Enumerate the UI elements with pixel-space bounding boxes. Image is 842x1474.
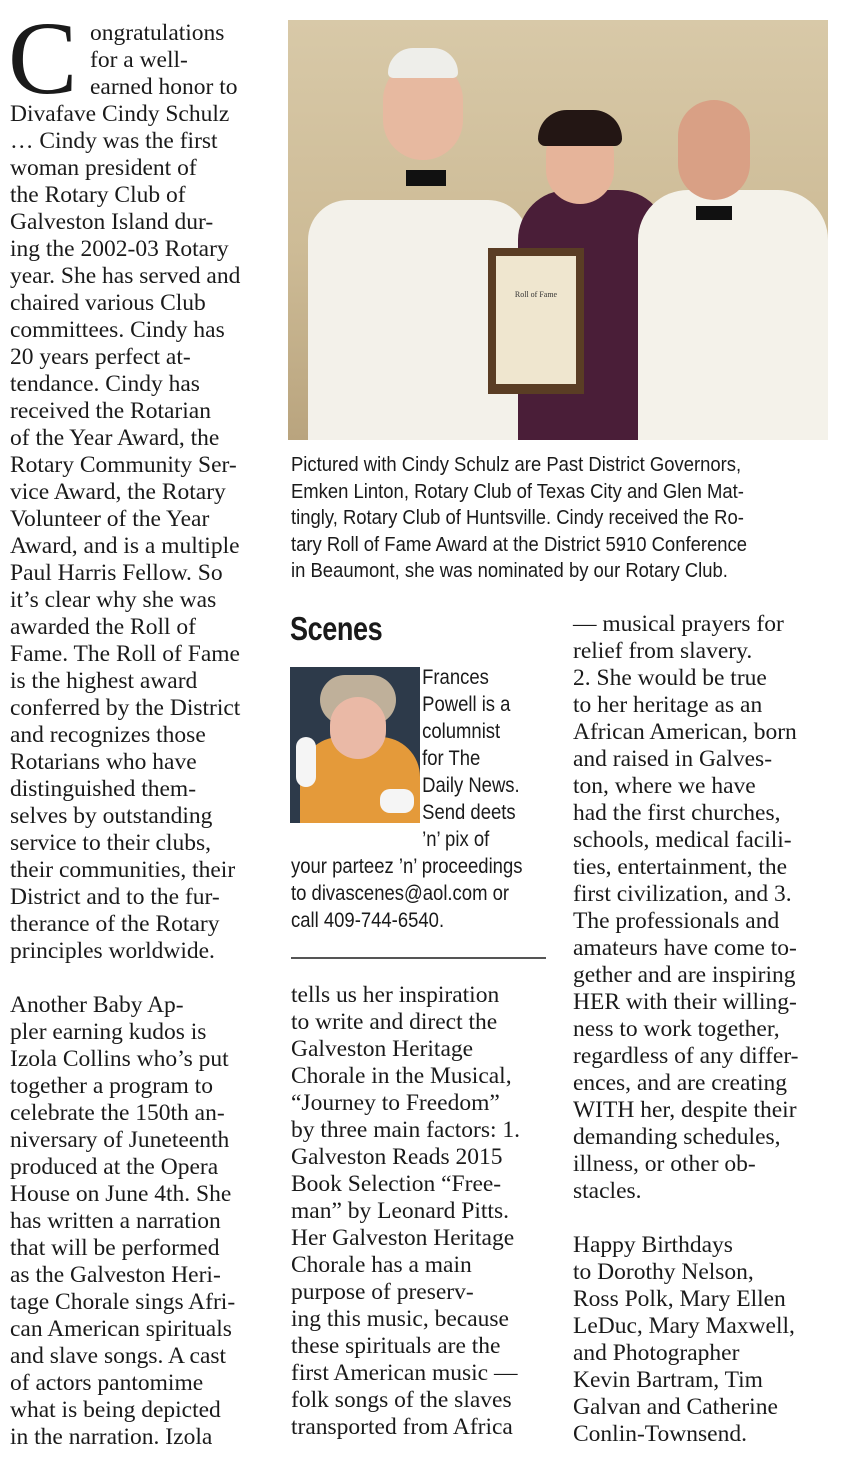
text-line: — musical prayers for [573, 611, 784, 637]
text-line: District and to the fur- [10, 884, 220, 910]
photo-hair-left [388, 48, 458, 78]
text-line: that will be performed [10, 1235, 220, 1261]
text-line: stacles. [573, 1178, 642, 1204]
text-line: in the narration. Izola [10, 1424, 213, 1450]
text-line: Galveston Heritage [291, 1036, 474, 1062]
text-line: … Cindy was the first [10, 128, 218, 154]
text-line: it’s clear why she was [10, 587, 217, 613]
text-line: chaired various Club [10, 290, 206, 316]
text-line: year. She has served and [10, 263, 241, 289]
text-line: relief from slavery. [573, 638, 753, 664]
text-line: by three main factors: 1. [291, 1117, 521, 1143]
bio-line: call 409-744-6540. [291, 909, 445, 932]
text-line: Book Selection “Free- [291, 1171, 502, 1197]
bio-line: Frances [422, 666, 489, 689]
text-line: Pictured with Cindy Schulz are Past District Governors, [291, 453, 742, 476]
text-line: African American, born [573, 719, 797, 745]
text-line: 20 years perfect at- [10, 344, 191, 370]
bio-line: for The [422, 747, 481, 770]
text-line: and slave songs. A cast [10, 1343, 227, 1369]
text-line: of the Year Award, the [10, 425, 220, 451]
bio-line: ’n’ pix of [422, 828, 490, 851]
text-line: Divafave Cindy Schulz [10, 101, 230, 127]
text-line: conferred by the District [10, 695, 241, 721]
text-line: Rotary Community Ser- [10, 452, 237, 478]
text-line: The professionals and [573, 908, 780, 934]
bio-line: to divascenes@aol.com or [291, 882, 510, 905]
award-photo [288, 20, 828, 440]
text-line: schools, medical facili- [573, 827, 792, 853]
text-line: their communities, their [10, 857, 236, 883]
text-line: tage Chorale sings Afri- [10, 1289, 236, 1315]
text-line: together a program to [10, 1073, 213, 1099]
text-line [573, 1205, 799, 1232]
text-line: ongratulations [90, 20, 225, 46]
photo-bowtie-left [406, 170, 446, 186]
text-line: regardless of any differ- [573, 1043, 799, 1069]
photo-caption [291, 452, 831, 585]
text-line: Fame. The Roll of Fame [10, 641, 240, 667]
text-line: LeDuc, Mary Maxwell, [573, 1313, 795, 1339]
text-line: Award, and is a multiple [10, 533, 240, 559]
text-line: man” by Leonard Pitts. [291, 1198, 509, 1224]
text-line: Rotarians who have [10, 749, 197, 775]
columnist-bio [291, 664, 554, 934]
text-line: Chorale has a main [291, 1252, 472, 1278]
text-line: committees. Cindy has [10, 317, 225, 343]
text-line: these spirituals are the [291, 1333, 501, 1359]
text-line: vice Award, the Rotary [10, 479, 226, 505]
text-line: awarded the Roll of [10, 614, 196, 640]
text-line: distinguished them- [10, 776, 197, 802]
text-line: illness, or other ob- [573, 1151, 756, 1177]
text-line: to her heritage as an [573, 692, 763, 718]
bio-line: your parteez ’n’ proceedings [291, 855, 523, 878]
text-line: transported from Africa [291, 1414, 513, 1440]
text-line: had the first churches, [573, 800, 781, 826]
photo-head-right [678, 100, 750, 200]
text-line: Happy Birthdays [573, 1232, 733, 1258]
text-line: has written a narration [10, 1208, 221, 1234]
text-line: and raised in Galves- [573, 746, 773, 772]
text-line: Emken Linton, Rotary Club of Texas City and Glen Mat- [291, 479, 744, 503]
text-line: and Photographer [573, 1340, 740, 1366]
text-line: niversary of Juneteenth [10, 1127, 230, 1153]
text-line: ness to work together, [573, 1016, 780, 1042]
text-line: ences, and are creating [573, 1070, 787, 1096]
text-line: pler earning kudos is [10, 1019, 207, 1045]
text-line: Her Galveston Heritage [291, 1225, 515, 1251]
text-line: principles worldwide. [10, 938, 215, 964]
text-line: service to their clubs, [10, 830, 211, 856]
text-line: Volunteer of the Year [10, 506, 210, 532]
text-line: tells us her inspiration [291, 982, 500, 1008]
text-line: gether and are inspiring [573, 962, 796, 988]
text-line: celebrate the 150th an- [10, 1100, 225, 1126]
text-line: and recognizes those [10, 722, 206, 748]
photo-bowtie-right [696, 206, 732, 220]
text-line: produced at the Opera [10, 1154, 219, 1180]
text-line: Another Baby Ap- [10, 992, 184, 1018]
photo-man-right [638, 190, 828, 440]
text-line: selves by outstanding [10, 803, 213, 829]
text-line: what is being depicted [10, 1397, 221, 1423]
drop-cap: C [8, 1, 78, 116]
text-line: to write and direct the [291, 1009, 498, 1035]
text-line: of actors pantomime [10, 1370, 204, 1396]
text-line: HER with their willing- [573, 989, 797, 1015]
text-line: Chorale in the Musical, [291, 1063, 512, 1089]
text-line: in Beaumont, she was nominated by our Rotary Club. [291, 559, 728, 582]
text-line: tingly, Rotary Club of Huntsville. Cindy received the Ro- [291, 506, 744, 529]
text-line: Galveston Island dur- [10, 209, 214, 235]
bio-line: columnist [422, 720, 501, 743]
text-line: tary Roll of Fame Award at the District 5910 Conference [291, 532, 748, 556]
bio-line: Powell is a [422, 693, 511, 716]
text-line: ing this music, because [291, 1306, 509, 1332]
text-line: “Journey to Freedom” [291, 1090, 500, 1116]
text-line: 2. She would be true [573, 665, 767, 691]
text-line: WITH her, despite their [573, 1097, 797, 1123]
text-line: ton, where we have [573, 773, 756, 799]
text-line: earned honor to [90, 74, 238, 100]
article-column-1 [10, 20, 240, 1451]
text-line: for a well- [90, 47, 188, 73]
text-line: ing the 2002-03 Rotary [10, 236, 229, 262]
text-line: is the highest award [10, 668, 198, 694]
text-line: Paul Harris Fellow. So [10, 560, 223, 586]
text-line [10, 965, 240, 992]
text-line: Galveston Reads 2015 [291, 1144, 503, 1170]
plaque-text: Roll of Fame [496, 256, 576, 384]
plaque [488, 248, 584, 394]
text-line: Conlin-Townsend. [573, 1421, 747, 1447]
text-line: therance of the Rotary [10, 911, 220, 937]
text-line: demanding schedules, [573, 1124, 781, 1150]
text-line: woman president of [10, 155, 197, 181]
text-line: first American music — [291, 1360, 518, 1386]
text-line: to Dorothy Nelson, [573, 1259, 754, 1285]
text-line: purpose of preserv- [291, 1279, 474, 1305]
column-title: Scenes [290, 610, 383, 647]
text-line: amateurs have come to- [573, 935, 797, 961]
bio-line: Send deets [422, 801, 516, 824]
text-line: the Rotary Club of [10, 182, 186, 208]
bio-line: Daily News. [422, 774, 520, 797]
text-line: Ross Polk, Mary Ellen [573, 1286, 786, 1312]
text-line: can American spirituals [10, 1316, 232, 1342]
divider [291, 957, 546, 959]
text-line: ties, entertainment, the [573, 854, 788, 880]
photo-hair-woman [538, 110, 622, 146]
text-line: received the Rotarian [10, 398, 211, 424]
text-line: folk songs of the slaves [291, 1387, 512, 1413]
text-line: Galvan and Catherine [573, 1394, 778, 1420]
article-column-2 [291, 982, 520, 1441]
text-line: Izola Collins who’s put [10, 1046, 229, 1072]
article-column-3 [573, 611, 799, 1448]
text-line: Kevin Bartram, Tim [573, 1367, 763, 1393]
text-line: House on June 4th. She [10, 1181, 232, 1207]
text-line: as the Galveston Heri- [10, 1262, 221, 1288]
text-line: first civilization, and 3. [573, 881, 792, 907]
text-line: tendance. Cindy has [10, 371, 200, 397]
